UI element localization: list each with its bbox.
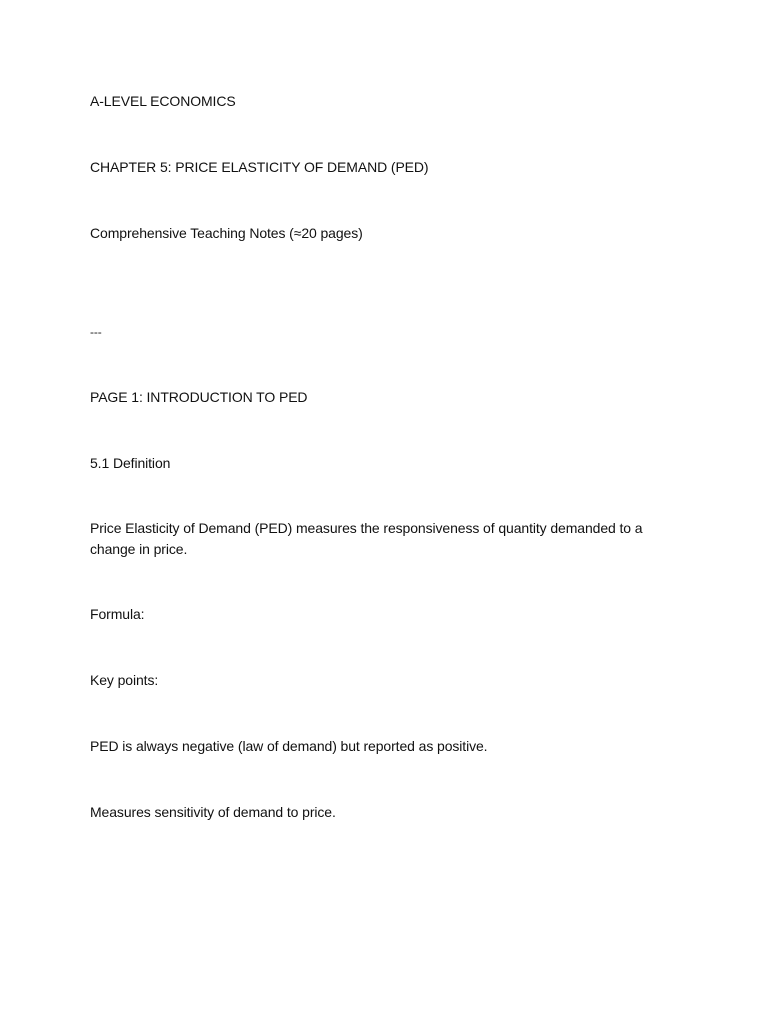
subject-heading: A-LEVEL ECONOMICS (90, 93, 236, 109)
subtitle: Comprehensive Teaching Notes (≈20 pages) (90, 225, 363, 241)
section-heading: 5.1 Definition (90, 455, 171, 471)
definition-paragraph: Price Elasticity of Demand (PED) measures the responsiveness of quantity demanded to a change in price. (90, 520, 643, 557)
page-heading: PAGE 1: INTRODUCTION TO PED (90, 389, 308, 405)
key-points-label: Key points: (90, 672, 159, 688)
chapter-title: CHAPTER 5: PRICE ELASTICITY OF DEMAND (PED) (90, 159, 429, 175)
formula-label: Formula: (90, 606, 145, 622)
separator: --- (90, 325, 102, 339)
key-point-item: PED is always negative (law of demand) but reported as positive. (90, 738, 488, 754)
key-point-item: Measures sensitivity of demand to price. (90, 804, 336, 820)
